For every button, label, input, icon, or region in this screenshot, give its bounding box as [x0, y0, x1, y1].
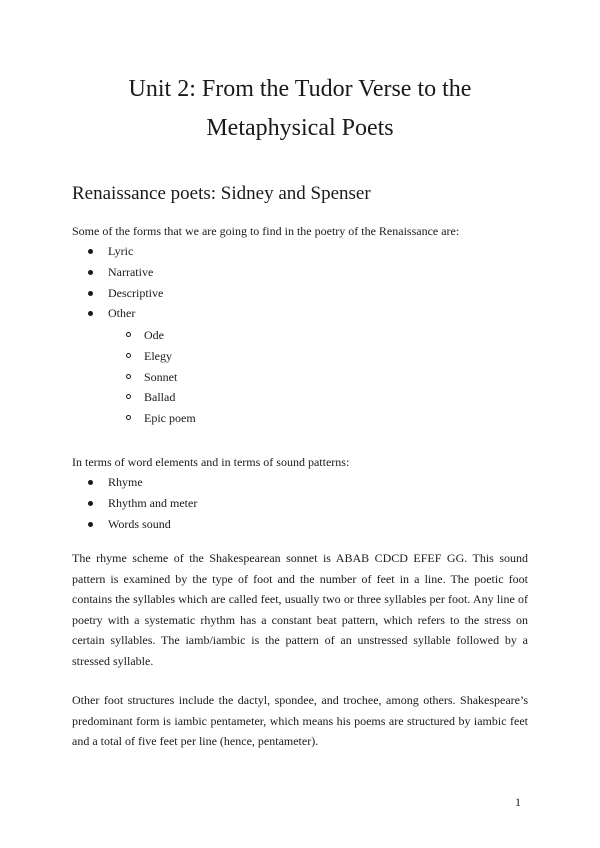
- hollow-bullet-icon: [126, 353, 131, 358]
- list-item: Sonnet: [126, 367, 196, 388]
- hollow-bullet-icon: [126, 415, 131, 420]
- hollow-bullet-icon: [126, 394, 131, 399]
- list-item: Ballad: [126, 387, 196, 408]
- list-item: Ode: [126, 325, 196, 346]
- other-forms-list: [126, 325, 196, 429]
- list-item: Epic poem: [126, 408, 196, 429]
- forms-intro-text: Some of the forms that we are going to find in the poetry of the Renaissance are:: [72, 224, 460, 238]
- bullet-icon: [88, 501, 93, 506]
- list-item: Lyric: [72, 241, 163, 262]
- hollow-bullet-icon: [126, 332, 131, 337]
- list-item: Rhyme: [72, 472, 197, 493]
- page-title: Unit 2: From the Tudor Verse to the Metaphysical Poets: [128, 76, 472, 141]
- bullet-icon: [88, 291, 93, 296]
- list-item: Other: [72, 303, 163, 324]
- bullet-icon: [88, 270, 93, 275]
- list-item: Narrative: [72, 262, 163, 283]
- sound-intro-text: In terms of word elements and in terms of sound patterns:: [72, 455, 350, 469]
- bullet-icon: [88, 480, 93, 485]
- list-item: Elegy: [126, 346, 196, 367]
- bullet-icon: [88, 249, 93, 254]
- list-item: Descriptive: [72, 283, 163, 304]
- hollow-bullet-icon: [126, 374, 131, 379]
- sound-patterns-list: [72, 472, 197, 534]
- forms-list: [72, 241, 163, 324]
- rhyme-scheme-paragraph: The rhyme scheme of the Shakespearean sonnet is ABAB CDCD EFEF GG. This sound pattern is examined by the type of foot and the number of feet in a line. The poetic foot contains the syllables which are called feet, usually two or three syllables per foot. Any line of poetry with a systematic rhythm has a constant beat pattern, which refers to the stress on certain syllables. The iamb/iambic is the pattern of an unstressed syllable followed by a stressed syllable.: [72, 551, 528, 668]
- bullet-icon: [88, 522, 93, 527]
- section-heading: Renaissance poets: Sidney and Spenser: [72, 183, 371, 204]
- list-item: Words sound: [72, 514, 197, 535]
- bullet-icon: [88, 311, 93, 316]
- foot-structures-paragraph: Other foot structures include the dactyl, spondee, and trochee, among others. Shakespeare’s predominant form is iambic pentameter, which means his poems are structured by iambic feet and a total of five feet per line (hence, pentameter).: [72, 693, 528, 748]
- list-item: Rhythm and meter: [72, 493, 197, 514]
- page-number: 1: [515, 795, 521, 809]
